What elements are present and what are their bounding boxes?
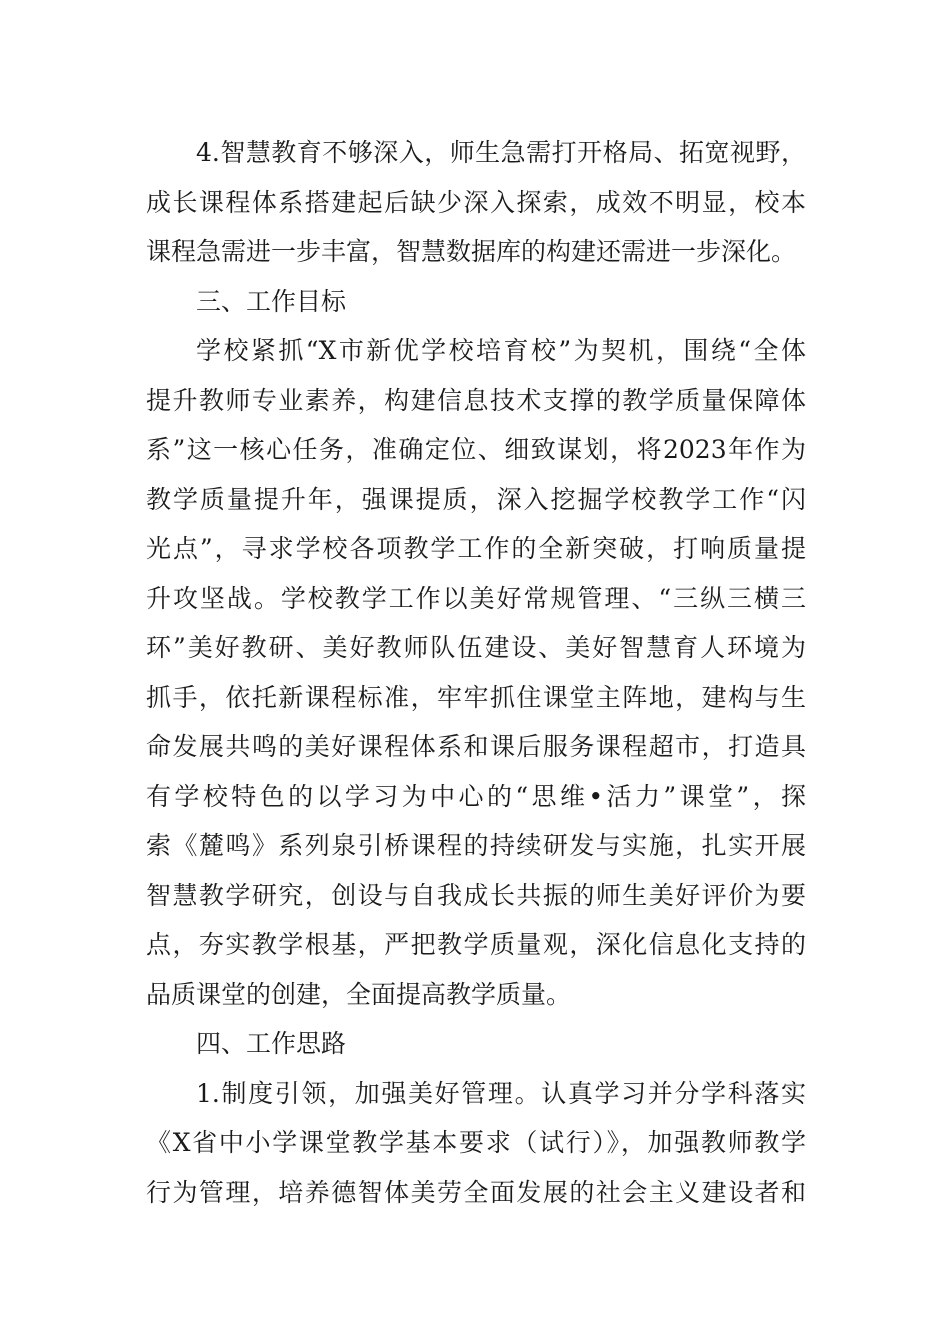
- text-line: 品质课堂的创建，全面提高教学质量。: [146, 979, 572, 1009]
- paragraph-goals: [146, 326, 806, 1019]
- text-line: 智慧教学研究，创设与自我成长共振的师生美好评价为要: [146, 880, 806, 910]
- text-line: 1.制度引领，加强美好管理。认真学习并分学科落实: [196, 1078, 806, 1108]
- text-line: 抓手，依托新课程标准，牢牢抓住课堂主阵地，建构与生: [146, 682, 806, 712]
- text-line: 系”这一核心任务，准确定位、细致谋划，将2023年作为: [146, 435, 806, 464]
- text-line: 环”美好教研、美好教师队伍建设、美好智慧育人环境为: [146, 633, 806, 662]
- text-line: 课程急需进一步丰富，智慧数据库的构建还需进一步深化。: [146, 237, 797, 266]
- paragraph-item-4: [146, 128, 806, 277]
- heading-text: 四、工作思路: [196, 1029, 347, 1058]
- text-line: 升攻坚战。学校教学工作以美好常规管理、“三纵三横三: [146, 583, 806, 613]
- text-line: 教学质量提升年，强课提质，深入挖掘学校教学工作“闪: [146, 484, 806, 514]
- text-line: 提升教师专业素养，构建信息技术支撑的教学质量保障体: [146, 385, 806, 415]
- text-line: 索《麓鸣》系列泉引桥课程的持续研发与实施，扎实开展: [146, 831, 806, 860]
- text-line: 《X省中小学课堂教学基本要求（试行）》，加强教师教学: [146, 1128, 806, 1157]
- section-heading-approach: [146, 1019, 806, 1069]
- text-line: 成长课程体系搭建起后缺少深入探索，成效不明显，校本: [146, 187, 806, 217]
- paragraph-item-1: [146, 1069, 806, 1218]
- text-line: 有学校特色的以学习为中心的“思维•活力”课堂”，探: [146, 781, 806, 811]
- text-line: 光点”，寻求学校各项教学工作的全新突破，打响质量提: [146, 534, 806, 563]
- text-line: 行为管理，培养德智体美劳全面发展的社会主义建设者和: [146, 1177, 806, 1207]
- document-body: [146, 128, 806, 1217]
- text-line: 学校紧抓“X市新优学校培育校”为契机，围绕“全体: [196, 336, 806, 365]
- heading-text: 三、工作目标: [196, 286, 347, 316]
- text-line: 点，夯实教学根基，严把教学质量观，深化信息化支持的: [146, 930, 806, 959]
- text-line: 4.智慧教育不够深入，师生急需打开格局、拓宽视野，: [196, 138, 806, 167]
- text-line: 命发展共鸣的美好课程体系和课后服务课程超市，打造具: [146, 732, 806, 761]
- section-heading-goals: [146, 277, 806, 327]
